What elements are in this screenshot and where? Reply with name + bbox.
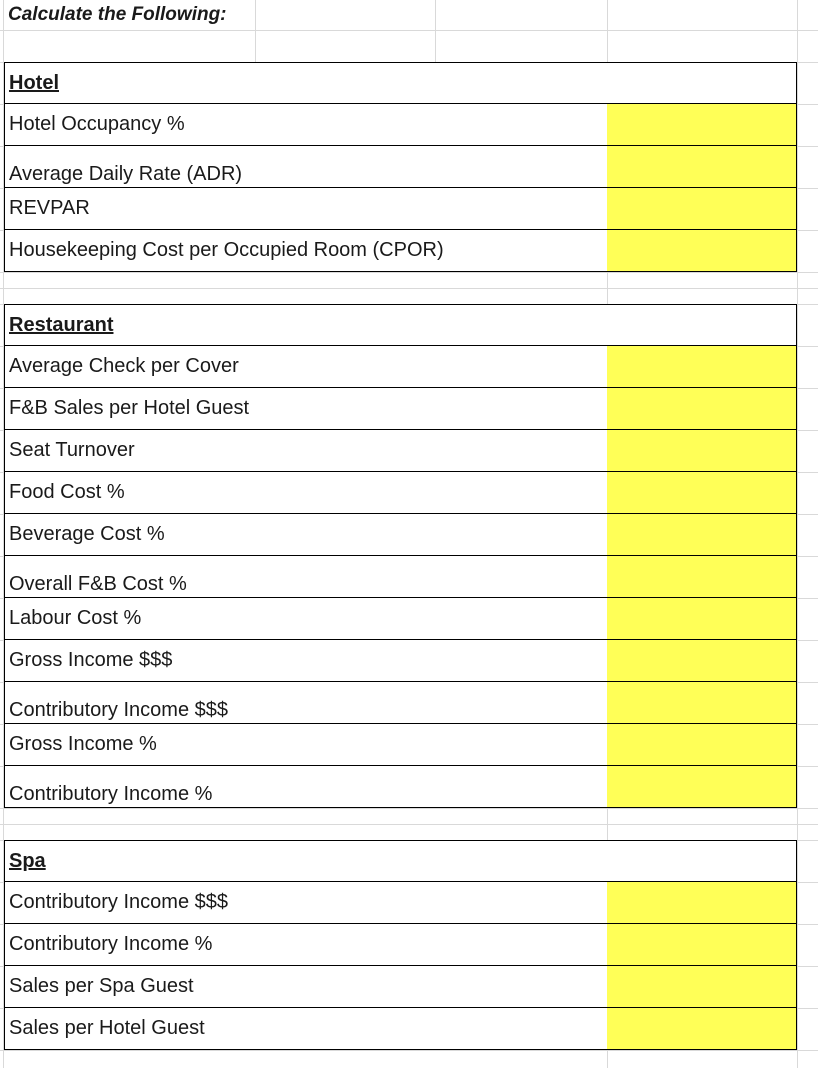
row-label-contributory-income-percent[interactable]: Contributory Income % <box>4 766 608 808</box>
row-label-hotel-occupancy[interactable]: Hotel Occupancy % <box>4 104 608 146</box>
row-label-spa-contributory-income-percent[interactable]: Contributory Income % <box>4 924 608 966</box>
row-label-beverage-cost[interactable]: Beverage Cost % <box>4 514 608 556</box>
answer-cell-seat-turnover[interactable] <box>607 430 797 472</box>
row-label-spa-sales-per-hotel-guest[interactable]: Sales per Hotel Guest <box>4 1008 608 1050</box>
answer-cell-beverage-cost[interactable] <box>607 514 797 556</box>
answer-cell-hotel-header[interactable] <box>607 62 797 104</box>
row-label-revpar[interactable]: REVPAR <box>4 188 608 230</box>
answer-cell-cpor[interactable] <box>607 230 797 272</box>
answer-cell-revpar[interactable] <box>607 188 797 230</box>
row-label-gross-income-percent[interactable]: Gross Income % <box>4 724 608 766</box>
answer-cell-contributory-income-percent[interactable] <box>607 766 797 808</box>
row-label-sales-per-spa-guest[interactable]: Sales per Spa Guest <box>4 966 608 1008</box>
section-header-hotel[interactable]: Hotel <box>4 62 608 104</box>
row-label-fb-sales-per-guest[interactable]: F&B Sales per Hotel Guest <box>4 388 608 430</box>
answer-cell-overall-fb-cost[interactable] <box>607 556 797 598</box>
answer-cell-restaurant-header[interactable] <box>607 304 797 346</box>
section-header-spa[interactable]: Spa <box>4 840 608 882</box>
answer-cell-gross-income-amount[interactable] <box>607 640 797 682</box>
row-label-seat-turnover[interactable]: Seat Turnover <box>4 430 608 472</box>
answer-cell-average-check[interactable] <box>607 346 797 388</box>
answer-cell-spa-sales-per-hotel-guest[interactable] <box>607 1008 797 1050</box>
answer-cell-contributory-income-amount[interactable] <box>607 682 797 724</box>
answer-cell-labour-cost[interactable] <box>607 598 797 640</box>
answer-cell-sales-per-spa-guest[interactable] <box>607 966 797 1008</box>
row-label-contributory-income-amount[interactable]: Contributory Income $$$ <box>4 682 608 724</box>
answer-cell-gross-income-percent[interactable] <box>607 724 797 766</box>
section-header-restaurant[interactable]: Restaurant <box>4 304 608 346</box>
answer-cell-spa-contributory-income-amount[interactable] <box>607 882 797 924</box>
answer-cell-food-cost[interactable] <box>607 472 797 514</box>
row-label-food-cost[interactable]: Food Cost % <box>4 472 608 514</box>
row-label-adr[interactable]: Average Daily Rate (ADR) <box>4 146 608 188</box>
answer-cell-spa-header[interactable] <box>607 840 797 882</box>
row-label-labour-cost[interactable]: Labour Cost % <box>4 598 608 640</box>
row-label-spa-contributory-income-amount[interactable]: Contributory Income $$$ <box>4 882 608 924</box>
row-label-average-check[interactable]: Average Check per Cover <box>4 346 608 388</box>
answer-cell-adr[interactable] <box>607 146 797 188</box>
row-label-cpor[interactable]: Housekeeping Cost per Occupied Room (CPOR) <box>4 230 608 272</box>
answer-cell-fb-sales-per-guest[interactable] <box>607 388 797 430</box>
answer-cell-hotel-occupancy[interactable] <box>607 104 797 146</box>
answer-cell-spa-contributory-income-percent[interactable] <box>607 924 797 966</box>
row-label-overall-fb-cost[interactable]: Overall F&B Cost % <box>4 556 608 598</box>
sheet-title: Calculate the Following: <box>8 4 227 25</box>
row-label-gross-income-amount[interactable]: Gross Income $$$ <box>4 640 608 682</box>
